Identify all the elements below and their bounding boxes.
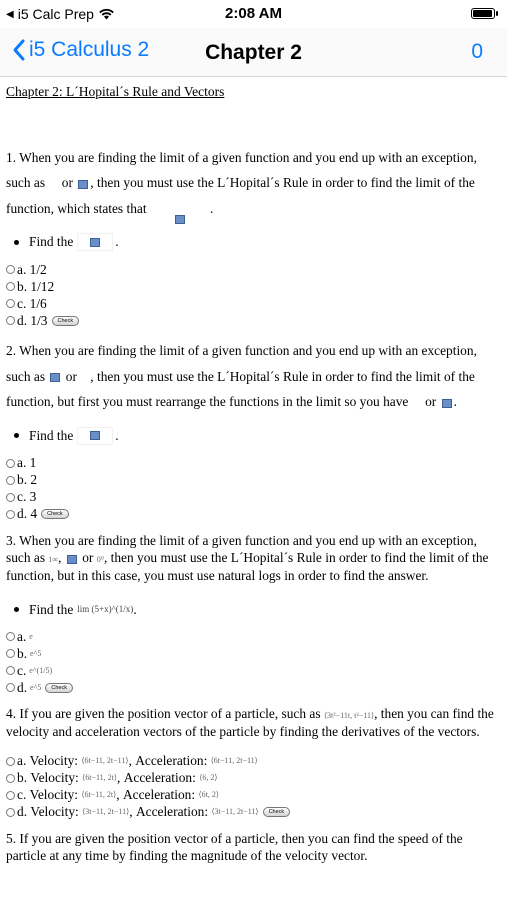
option-d[interactable]: d. Velocity: ⟨3t−11, 2t−11⟩ , Acceleration: ⟨3t−11, 2t−11⟩ Check (6, 804, 501, 821)
text-run: or (425, 394, 437, 410)
text-run: , (58, 550, 62, 566)
velocity-label: Velocity: (29, 753, 79, 769)
option-label: a. 1 (17, 455, 37, 471)
text-run: . (209, 200, 214, 216)
option-label: c. 3 (17, 489, 37, 505)
math-expression: ⟨3t²−11t, t²−11⟩ (323, 711, 375, 721)
velocity-label: Velocity: (29, 787, 79, 803)
option-letter: b. (17, 770, 28, 786)
math-image (48, 180, 58, 188)
option-label: b. (17, 646, 28, 662)
radio-icon[interactable] (6, 476, 15, 485)
text-run: , then you can find the velocity and acceleration vectors of the particle by finding the derivatives of the vectors. (6, 706, 494, 740)
find-line (6, 601, 501, 619)
math-expression: ⟨6t−11, 2t⟩ (82, 772, 118, 782)
find-line (6, 233, 501, 251)
math-expression: ⟨6t−11, 2t⟩ (81, 789, 117, 799)
radio-icon[interactable] (6, 493, 15, 502)
question-text (6, 338, 501, 414)
radio-icon[interactable] (6, 316, 15, 325)
radio-icon[interactable] (6, 282, 15, 291)
radio-icon[interactable] (6, 774, 15, 783)
text-run: 1. When you are finding the limit of a given function and you end up with an exception, such as (6, 149, 477, 191)
question-text (6, 145, 501, 221)
option-a[interactable] (6, 628, 501, 645)
option-d[interactable] (6, 506, 501, 523)
find-label: Find the (29, 427, 74, 443)
math-expression: ⟨3t−11, 2t−11⟩ (211, 806, 259, 816)
math-image-icon (78, 180, 88, 189)
math-expression: e^(1/5) (29, 665, 53, 675)
option-label: b. 2 (17, 472, 38, 488)
math-expression: e (29, 631, 33, 641)
math-image-icon (90, 431, 100, 440)
velocity-label: Velocity: (30, 770, 79, 786)
math-image (77, 427, 113, 445)
check-button[interactable]: Check (41, 509, 69, 519)
option-c[interactable] (6, 489, 501, 506)
math-image-icon (175, 215, 185, 224)
math-image-icon (67, 555, 77, 564)
option-a[interactable] (6, 261, 501, 278)
math-image (77, 233, 113, 251)
back-to-app-icon[interactable]: ◀ (6, 8, 14, 20)
radio-icon[interactable] (6, 299, 15, 308)
find-label: Find the (29, 601, 74, 617)
math-image (80, 374, 90, 382)
radio-icon[interactable] (6, 666, 15, 675)
option-label: a. 1/2 (17, 261, 47, 277)
back-button-label: i5 Calculus 2 (29, 38, 150, 61)
option-d[interactable] (6, 312, 501, 329)
option-label: d. (17, 680, 28, 696)
check-button[interactable]: Check (52, 316, 80, 326)
text-run: 4. If you are given the position vector of a particle, such as (6, 706, 321, 722)
option-b[interactable] (6, 278, 501, 295)
question-text (6, 705, 501, 740)
math-expression: lim (5+x)^(1/x) (77, 603, 134, 614)
radio-icon[interactable] (6, 510, 15, 519)
option-c[interactable] (6, 662, 501, 679)
battery-level (473, 10, 492, 17)
text-run: or (65, 368, 77, 384)
acceleration-label: Acceleration: (135, 804, 209, 820)
text-run: , then you must use the L´Hopital´s Rule in order to find the limit of the function, which states that (6, 175, 475, 216)
option-c[interactable] (6, 295, 501, 312)
radio-icon[interactable] (6, 808, 15, 817)
radio-icon[interactable] (6, 459, 15, 468)
radio-icon[interactable] (6, 632, 15, 641)
carrier-label[interactable]: i5 Calc Prep (17, 6, 94, 22)
text-run: , then you must use the L´Hopital´s Rule in order to find the limit of the function, but in this case, you must use natural logs in order to find the answer. (6, 550, 489, 583)
math-expression: e^5 (30, 648, 42, 658)
math-image-icon (90, 238, 100, 247)
find-line (6, 427, 501, 445)
math-image (412, 399, 422, 407)
check-button[interactable]: Check (45, 683, 73, 693)
option-label: d. 4 (17, 506, 38, 522)
option-letter: a. (17, 753, 27, 769)
option-a[interactable]: a. Velocity: ⟨6t−11, 2t−11⟩ , Acceleration: ⟨6t−11, 2t−11⟩ (6, 753, 501, 770)
find-label: Find the (29, 234, 74, 250)
status-time: 2:08 AM (225, 5, 282, 22)
option-label: c. (17, 663, 27, 679)
question-4 (6, 705, 501, 820)
text-run: . (115, 234, 119, 250)
score-button[interactable]: 0 (471, 40, 483, 63)
option-letter: d. (17, 804, 28, 820)
math-expression: ⟨6t−11, 2t−11⟩ (81, 755, 129, 765)
text-run: or (61, 175, 73, 191)
chapter-heading: Chapter 2: L´Hopital´s Rule and Vectors (6, 84, 225, 99)
velocity-label: Velocity: (30, 804, 79, 820)
bullet-icon (14, 607, 19, 612)
question-5 (6, 830, 501, 865)
acceleration-label: Acceleration: (123, 770, 196, 786)
bullet-icon (14, 433, 19, 438)
text-run: 2. When you are finding the limit of a given function and you end up with an exception, such as (6, 343, 477, 384)
question-text: 5. If you are given the position vector of a particle, then you can find the speed of the particle at any time by finding the magnitude of the velocity vector. (6, 830, 463, 864)
math-expression: e^5 (30, 682, 42, 692)
question-3 (6, 532, 501, 697)
content-area (0, 77, 507, 865)
option-b[interactable] (6, 645, 501, 662)
text-run: . (115, 427, 119, 443)
option-label: c. 1/6 (17, 295, 47, 311)
acceleration-label: Acceleration: (135, 753, 208, 769)
option-label: d. 1/3 (17, 312, 48, 328)
question-text (6, 532, 501, 585)
radio-icon[interactable] (6, 757, 15, 766)
math-image-icon (50, 373, 60, 382)
check-button[interactable]: Check (263, 807, 291, 817)
radio-icon[interactable] (6, 683, 15, 692)
text-run: or (82, 550, 94, 566)
math-expression: ⟨6t, 2⟩ (198, 789, 219, 799)
navigation-bar (0, 28, 507, 77)
text-run: 3. When you are finding the limit of a given function and you end up with an exception, such as (6, 532, 477, 566)
math-image-icon (442, 399, 452, 408)
option-label: a. (17, 629, 27, 645)
page-title: Chapter 2 (205, 41, 302, 64)
radio-icon[interactable] (6, 791, 15, 800)
spacer (6, 741, 501, 753)
math-expression: 1∞ (48, 555, 59, 565)
option-b[interactable] (6, 472, 501, 489)
option-c[interactable]: c. Velocity: ⟨6t−11, 2t⟩ , Acceleration: ⟨6t, 2⟩ (6, 787, 501, 804)
text-run: . (133, 601, 137, 617)
math-expression: ⟨3t−11, 2t−11⟩ (82, 806, 130, 816)
text-run: . (453, 394, 457, 410)
bullet-icon (14, 240, 19, 245)
math-expression: ⟨6t−11, 2t−11⟩ (210, 755, 258, 765)
option-b[interactable]: b. Velocity: ⟨6t−11, 2t⟩ , Acceleration: ⟨6, 2⟩ (6, 770, 501, 787)
radio-icon[interactable] (6, 265, 15, 274)
math-expression: 0⁰ (96, 555, 104, 565)
question-1 (6, 145, 501, 329)
math-expression: ⟨6, 2⟩ (199, 772, 218, 782)
acceleration-label: Acceleration: (122, 787, 196, 803)
question-2 (6, 338, 501, 522)
option-letter: c. (17, 787, 27, 803)
radio-icon[interactable] (6, 649, 15, 658)
option-d[interactable] (6, 679, 501, 696)
text-run: , then you must use the L´Hopital´s Rule in order to find the limit of the function, but first you must rearrange the functions in the limit so you have (6, 368, 475, 410)
math-image (150, 206, 210, 214)
option-label: b. 1/12 (17, 278, 55, 294)
status-bar (0, 0, 507, 28)
option-a[interactable] (6, 455, 501, 472)
battery-icon (471, 8, 495, 19)
